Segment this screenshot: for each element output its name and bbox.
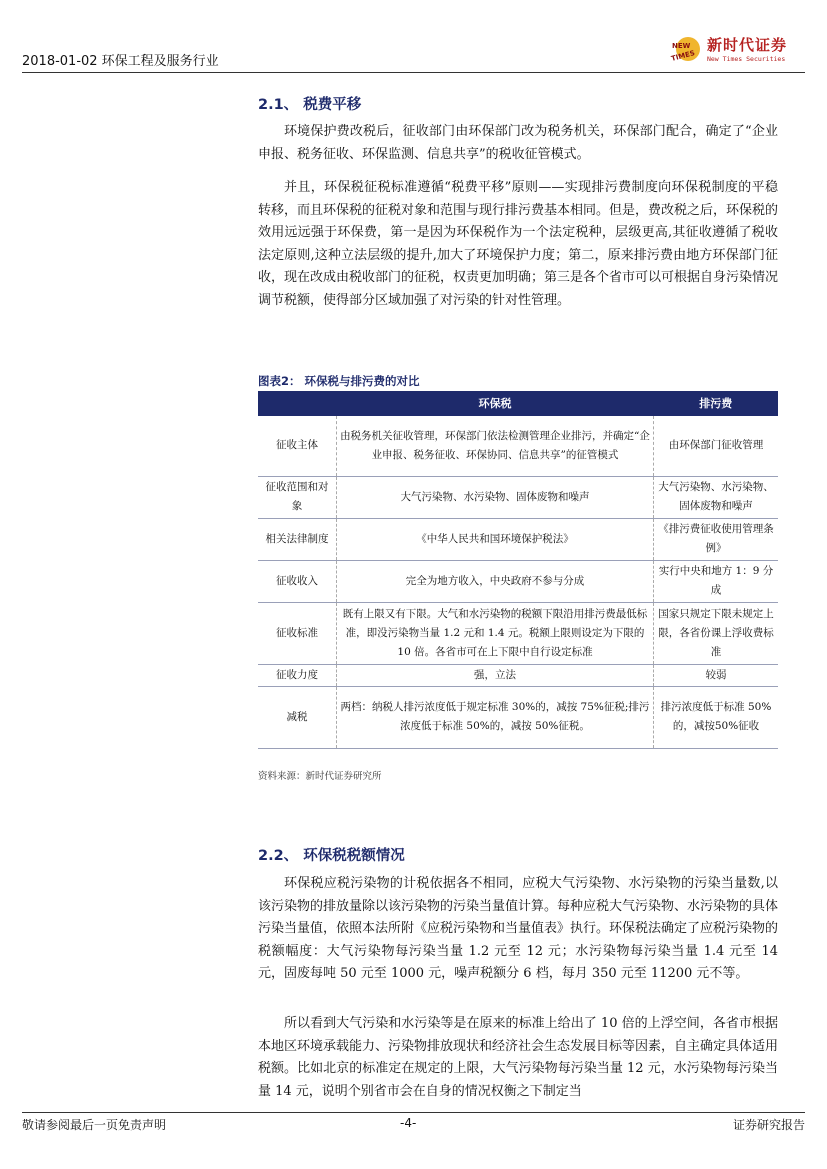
discharge-fee-cell: 国家只规定下限未规定上限，各省份课上浮收费标准	[654, 602, 779, 664]
table-header-row	[258, 391, 778, 416]
logo-en-text: New Times Securities	[706, 55, 786, 63]
row-label: 征收主体	[258, 416, 337, 476]
discharge-fee-cell: 排污浓度低于标准 50%的，减按50%征收	[654, 686, 779, 748]
table-row	[258, 664, 778, 686]
section-2-1-title: 2.1、 税费平移	[258, 97, 362, 113]
logo-cn-text: 新时代证券	[706, 36, 787, 54]
env-tax-cell: 大气污染物、水污染物、固体废物和噪声	[337, 476, 654, 518]
row-label: 征收力度	[258, 664, 337, 686]
figure-2-title: 图表2： 环保税与排污费的对比	[258, 374, 420, 388]
table-row	[258, 686, 778, 748]
header-divider	[22, 72, 805, 73]
svg-text:NEW: NEW	[671, 42, 691, 50]
footer-disclaimer: 敬请参阅最后一页免责声明	[22, 1118, 167, 1132]
figure-source: 资料来源：新时代证券研究所	[258, 771, 382, 782]
new-times-logo-icon	[669, 34, 703, 68]
row-label: 征收收入	[258, 560, 337, 602]
svg-text:TIMES: TIMES	[670, 48, 696, 63]
env-tax-cell: 既有上限又有下限。大气和水污染物的税额下限沿用排污费最低标准，即没污染物当量 1.2 元和 1.4 元。税额上限则设定为下限的 10 倍。各省市可在上下限中自行设定标准	[337, 602, 654, 664]
section-2-2-para-2: 所以看到大气污染和水污染等是在原来的标准上给出了 10 倍的上浮空间，各省市根据本地区环境承载能力、污染物排放现状和经济社会生态发展目标等因素，自主确定具体适用税额。比如北京的标准定在规定的上限，大气污染物每污染当量 12 元，水污染物每污染当量 14 元，说明个别省市会在自身的情况权衡之下制定当	[258, 1016, 779, 1099]
brand-logo	[669, 34, 787, 68]
env-tax-cell: 强，立法	[337, 664, 654, 686]
discharge-fee-cell: 实行中央和地方 1：9 分成	[654, 560, 779, 602]
row-label: 减税	[258, 686, 337, 748]
discharge-fee-cell: 由环保部门征收管理	[654, 416, 779, 476]
table-row	[258, 416, 778, 476]
table-header-blank	[258, 391, 337, 416]
footer-report-type: 证券研究报告	[732, 1118, 805, 1132]
page-number: -4-	[400, 1116, 417, 1130]
table-row	[258, 476, 778, 518]
header-date-industry: 2018-01-02 环保工程及服务行业	[22, 54, 219, 69]
row-label: 征收范围和对象	[258, 476, 337, 518]
env-tax-cell: 两档：纳税人排污浓度低于规定标准 30%的，减按 75%征税;排污浓度低于标准 50%的，减按 50%征税。	[337, 686, 654, 748]
comparison-table	[258, 391, 778, 749]
section-2-2-para-1: 环保税应税污染物的计税依据各不相同，应税大气污染物、水污染物的污染当量数,以该污染物的排放量除以该污染物的污染当量值计算。每种应税大气污染物、水污染物的具体污染当量值，依照本法所附《应税污染物和当量值表》执行。环保税法确定了应税污染物的税额幅度：大气污染物每污染当量 1.2 元至 12 元；水污染物每污染当量 1.4 元至 14 元，固废每吨 50 元至 1000 元，噪声税额分 6 档，每月 350 元至 11200 元不等。	[258, 876, 779, 981]
section-2-2-title: 2.2、 环保税税额情况	[258, 848, 405, 864]
footer-divider	[22, 1112, 805, 1113]
row-label: 相关法律制度	[258, 518, 337, 560]
table-row	[258, 560, 778, 602]
row-label: 征收标准	[258, 602, 337, 664]
table-row	[258, 602, 778, 664]
table-header-env-tax: 环保税	[337, 391, 654, 416]
discharge-fee-cell: 较弱	[654, 664, 779, 686]
discharge-fee-cell: 《排污费征收使用管理条例》	[654, 518, 779, 560]
section-2-1-para-2: 并且，环保税征税标准遵循“税费平移”原则——实现排污费制度向环保税制度的平稳转移，而且环保税的征税对象和范围与现行排污费基本相同。但是，费改税之后，环保税的效用远远强于环保费，第一是因为环保税作为一个法定税种，层级更高,其征收遵循了税收法定原则,这种立法层级的提升,加大了环境保护力度；第二，原来排污费由地方环保部门征收，现在改成由税收部门的征税，权责更加明确；第三是各个省市可以可根据自身污染情况调节税额，使得部分区域加强了对污染的针对性管理。	[258, 180, 779, 308]
env-tax-cell: 完全为地方收入，中央政府不参与分成	[337, 560, 654, 602]
table-header-discharge-fee: 排污费	[654, 391, 779, 416]
table-row	[258, 518, 778, 560]
env-tax-cell: 由税务机关征收管理，环保部门依法检测管理企业排污，并确定“企业申报、税务征收、环保协同、信息共享”的征管模式	[337, 416, 654, 476]
discharge-fee-cell: 大气污染物、水污染物、固体废物和噪声	[654, 476, 779, 518]
env-tax-cell: 《中华人民共和国环境保护税法》	[337, 518, 654, 560]
section-2-1-para-1: 环境保护费改税后，征收部门由环保部门改为税务机关，环保部门配合，确定了“企业申报、税务征收、环保监测、信息共享”的税收征管模式。	[258, 124, 778, 162]
